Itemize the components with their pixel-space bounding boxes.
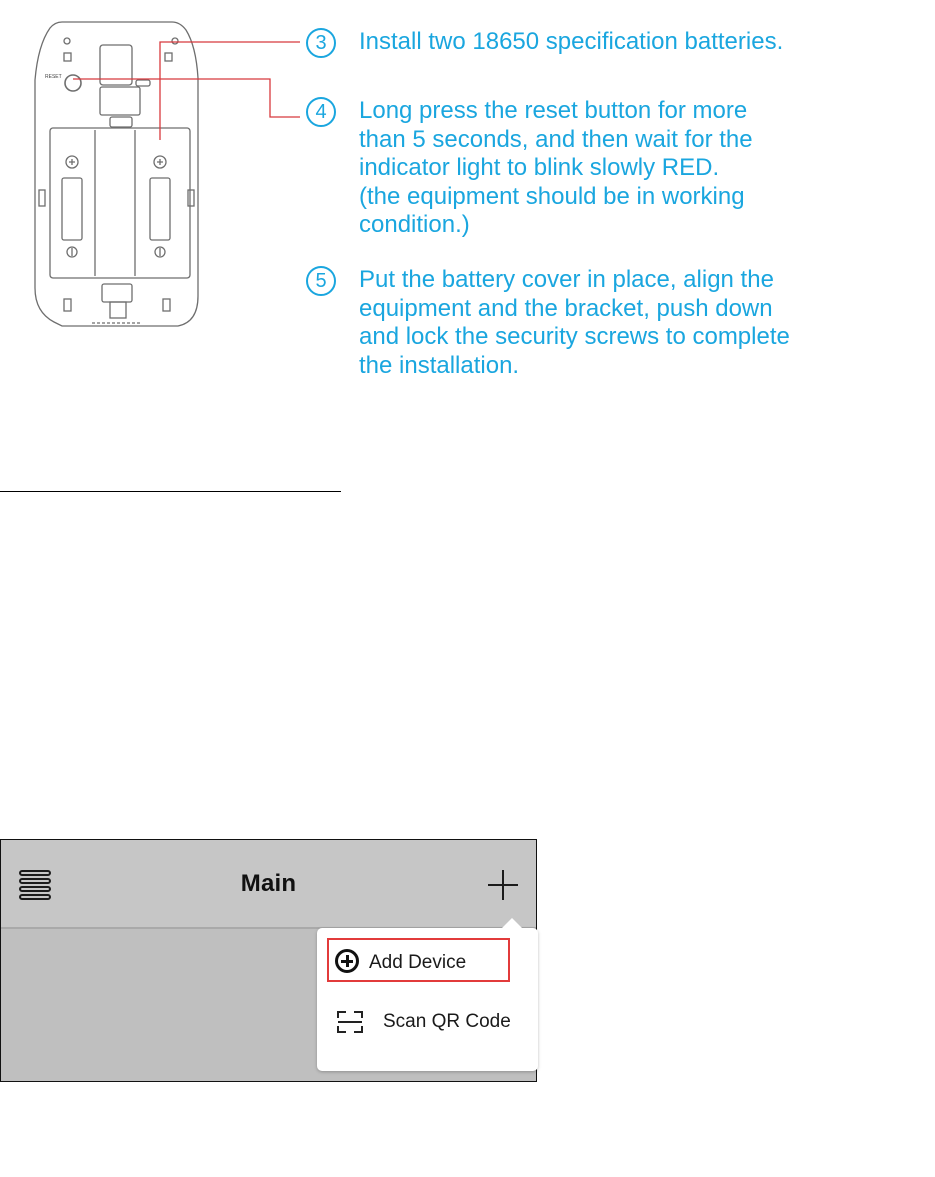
app-screenshot <box>0 839 537 1082</box>
scan-icon <box>337 1011 363 1033</box>
add-plus-icon[interactable] <box>486 868 520 902</box>
step-number-badge: 4 <box>306 97 336 127</box>
reset-button-graphic <box>65 75 81 91</box>
divider-line <box>0 491 341 492</box>
step-number-badge: 5 <box>306 266 336 296</box>
menu-item-add-device[interactable] <box>327 938 510 982</box>
menu-item-scan-qr-code[interactable] <box>327 998 532 1042</box>
step-text: Put the battery cover in place, align the equipment and the bracket, push down and lock the security screws to complete the installation. <box>359 266 790 379</box>
callout-line-3 <box>160 42 300 140</box>
app-header <box>1 840 536 929</box>
add-popup-menu <box>317 928 538 1071</box>
menu-item-label: Scan QR Code <box>383 1011 511 1032</box>
step-number-badge: 3 <box>306 28 336 58</box>
plus-circle-icon <box>335 949 359 973</box>
page-title: Main <box>240 870 297 897</box>
popup-caret <box>502 918 522 928</box>
reset-label: RESET <box>45 74 62 80</box>
step-text: Long press the reset button for more than 5 seconds, and then wait for the indicator light to blink slowly RED. (the equipment should be in working condition.) <box>359 97 753 238</box>
step-text: Install two 18650 specification batteries. <box>359 28 784 55</box>
menu-item-label: Add Device <box>369 952 467 973</box>
